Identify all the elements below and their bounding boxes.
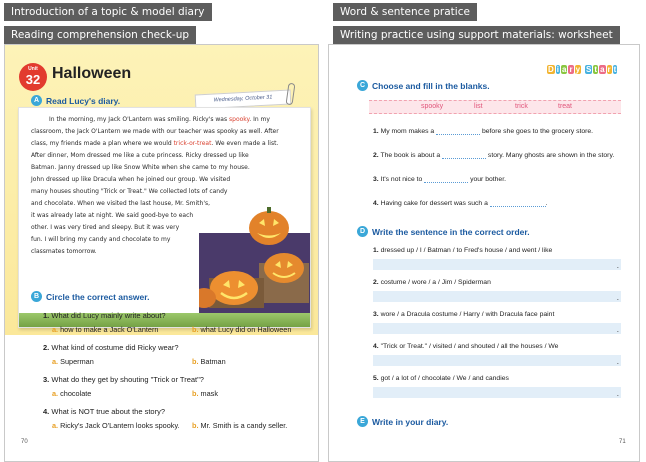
- period-mark: .: [616, 389, 619, 398]
- option-letter: b.: [192, 357, 199, 366]
- section-d-title: Write the sentence in the correct order.: [372, 227, 530, 237]
- option-text: mask: [200, 389, 218, 398]
- diary-text: class, my friends made a plan where we would: [31, 140, 174, 147]
- question-text: The book is about a: [380, 152, 441, 159]
- logo-letter: S: [586, 65, 592, 74]
- diary-line: [31, 128, 279, 135]
- question-text: It's not nice to: [380, 176, 423, 183]
- option-letter: b.: [192, 325, 199, 334]
- tag-writing-practice: Writing practice using support materials: worksheet: [333, 26, 620, 44]
- period-mark: .: [616, 325, 619, 334]
- logo-letter: a: [600, 65, 605, 74]
- option-text: Superman: [60, 357, 94, 366]
- question-text: What do they get by shouting "Trick or Treat"?: [51, 375, 204, 384]
- diary-line: [31, 224, 179, 231]
- order-question-5: [373, 375, 509, 382]
- option-letter: a.: [52, 421, 59, 430]
- diary-logo: [547, 65, 618, 74]
- diary-text: other. I was very tired and sleepy. But it was very: [31, 224, 180, 231]
- order-question-2: [373, 279, 491, 286]
- answer-field[interactable]: [373, 259, 621, 270]
- blank-field[interactable]: [436, 127, 480, 135]
- diary-text: John dressed up like Dracula when he joined our group. We visited: [31, 176, 231, 183]
- word-bank-item: treat: [558, 103, 573, 110]
- diary-line: [49, 116, 270, 123]
- q3-option-a[interactable]: [52, 389, 91, 398]
- word-bank: [369, 100, 621, 114]
- diary-text: classroom, the Jack O'Lantern we made with our teacher was spooky as well. After: [31, 128, 279, 135]
- logo-letter: t: [613, 65, 617, 74]
- fill-question-3: [373, 175, 506, 183]
- option-text: how to make a Jack O'Lantern: [60, 325, 159, 334]
- order-question-3: [373, 311, 554, 318]
- section-c-badge: C: [357, 80, 368, 91]
- diary-text: . We even made a list.: [211, 140, 279, 147]
- diary-text: it was already late at night. We said good-bye to each: [31, 212, 194, 219]
- page-number-left: 70: [21, 439, 28, 445]
- unit-number: 32: [25, 72, 41, 87]
- diary-highlight: spooky: [229, 116, 250, 123]
- diary-line: [31, 176, 230, 183]
- question-text: got / a lot of / chocolate / We / and candies: [380, 375, 509, 382]
- logo-letter: D: [548, 65, 554, 74]
- section-d-badge: D: [357, 226, 368, 237]
- logo-letter: r: [569, 65, 573, 74]
- option-text: Mr. Smith is a candy seller.: [200, 421, 288, 430]
- logo-letter: t: [594, 65, 598, 74]
- answer-field[interactable]: [373, 291, 621, 302]
- question-1: [43, 311, 166, 320]
- unit-badge: [19, 63, 47, 91]
- question-number: 4.: [373, 343, 379, 350]
- logo-letter: i: [556, 65, 560, 74]
- question-text: costume / wore / a / Jim / Spiderman: [380, 279, 491, 286]
- question-number: 2.: [373, 279, 379, 286]
- section-e-title: Write in your diary.: [372, 417, 449, 427]
- section-b-badge: B: [31, 291, 42, 302]
- fill-question-1: [373, 127, 593, 135]
- question-number: 3.: [43, 375, 50, 384]
- option-text: Batman: [200, 357, 226, 366]
- option-text: Ricky's Jack O'Lantern looks spooky.: [60, 421, 180, 430]
- section-c-title: Choose and fill in the blanks.: [372, 81, 490, 91]
- question-text: dressed up / I / Batman / to Fred's house / and went / like: [380, 247, 553, 254]
- diary-text: classmates tomorrow.: [31, 248, 97, 255]
- question-number: 5.: [373, 375, 379, 382]
- section-a-title: Read Lucy's diary.: [46, 96, 121, 106]
- question-number: 1.: [43, 311, 50, 320]
- answer-field[interactable]: [373, 355, 621, 366]
- right-page: [328, 44, 640, 462]
- question-text: Having cake for dessert was such a: [380, 200, 488, 207]
- question-number: 4.: [43, 407, 50, 416]
- page-number-right: 71: [619, 439, 626, 445]
- q4-option-a[interactable]: [52, 421, 180, 430]
- unit-label: Unit: [28, 66, 38, 72]
- tag-word-practice: Word & sentence pratice: [333, 3, 477, 21]
- diary-line: [31, 164, 250, 171]
- answer-field[interactable]: [373, 323, 621, 334]
- option-letter: a.: [52, 325, 59, 334]
- question-text: What is NOT true about the story?: [51, 407, 166, 416]
- order-question-4: [373, 343, 558, 350]
- left-page: [4, 44, 319, 462]
- option-letter: b.: [192, 389, 199, 398]
- question-number: 3.: [373, 176, 379, 183]
- question-number: 2.: [43, 343, 50, 352]
- diary-line: [31, 152, 249, 159]
- diary-line: [31, 236, 170, 243]
- question-text: story. Many ghosts are shown in the story.: [487, 152, 615, 159]
- q3-option-b[interactable]: [192, 389, 218, 398]
- q2-option-b[interactable]: [192, 357, 226, 366]
- lesson-title: Halloween: [52, 65, 132, 82]
- word-bank-item: spooky: [421, 103, 444, 110]
- tag-topic-intro: Introduction of a topic & model diary: [4, 3, 212, 21]
- fill-question-2: [373, 151, 614, 159]
- word-bank-item: list: [474, 103, 483, 110]
- option-letter: a.: [52, 389, 59, 398]
- question-2: [43, 343, 179, 352]
- section-b-title: Circle the correct answer.: [46, 292, 150, 302]
- diary-highlight: trick-or-treat: [173, 140, 212, 147]
- question-text: What kind of costume did Ricky wear?: [51, 343, 179, 352]
- question-text: My mom makes a: [380, 128, 435, 135]
- question-number: 3.: [373, 311, 379, 318]
- diary-text: many houses shouting "Trick or Treat." We collected lots of candy: [31, 188, 228, 195]
- answer-field[interactable]: [373, 387, 621, 398]
- question-number: 4.: [373, 200, 379, 207]
- diary-date: Wednesday, October 31: [195, 89, 292, 109]
- blank-field[interactable]: [490, 199, 546, 207]
- diary-line: [31, 212, 193, 219]
- period-mark: .: [616, 357, 619, 366]
- diary-text: In the morning, my Jack O'Lantern was smiling. Ricky's was: [49, 116, 230, 123]
- period-mark: .: [616, 261, 619, 270]
- diary-text: Batman. Janny dressed up like Snow White when she came to my house.: [31, 164, 250, 171]
- question-text: .: [545, 200, 548, 207]
- logo-letter: y: [575, 65, 581, 74]
- diary-text: fun. I will bring my candy and chocolate to my: [31, 236, 171, 243]
- diary-text: After dinner, Mom dressed me like a cute princess. Ricky dressed up like: [31, 152, 249, 159]
- q1-option-a[interactable]: [52, 325, 158, 334]
- question-text: "Trick or Treat." / visited / and shouted / all the houses / We: [380, 343, 559, 350]
- question-3: [43, 375, 204, 384]
- tag-reading-check: Reading comprehension check-up: [4, 26, 196, 44]
- question-number: 1.: [373, 247, 379, 254]
- logo-letter: r: [607, 65, 611, 74]
- diary-line: [31, 248, 97, 255]
- q1-option-b[interactable]: [192, 325, 291, 334]
- fill-question-4: [373, 199, 548, 207]
- order-question-1: [373, 247, 552, 254]
- period-mark: .: [616, 293, 619, 302]
- option-letter: a.: [52, 357, 59, 366]
- diary-text: . In my: [249, 116, 270, 123]
- option-text: chocolate: [60, 389, 92, 398]
- option-text: what Lucy did on Halloween: [200, 325, 292, 334]
- pumpkins-illustration: [199, 193, 311, 313]
- word-bank-item: trick: [515, 103, 528, 110]
- q4-option-b[interactable]: [192, 421, 287, 430]
- section-a-badge: A: [31, 95, 42, 106]
- question-4: [43, 407, 165, 416]
- blank-field[interactable]: [442, 151, 486, 159]
- option-letter: b.: [192, 421, 199, 430]
- question-text: before she goes to the grocery store.: [481, 128, 594, 135]
- diary-text: and chocolate. When we visited the last house, Mr. Smith's,: [31, 200, 211, 207]
- logo-letter: a: [562, 65, 567, 74]
- question-number: 1.: [373, 128, 379, 135]
- question-number: 2.: [373, 152, 379, 159]
- diary-line: [31, 200, 210, 207]
- blank-field[interactable]: [424, 175, 468, 183]
- diary-line: [31, 188, 227, 195]
- diary-line: [31, 140, 278, 147]
- question-text: What did Lucy mainly write about?: [51, 311, 166, 320]
- question-text: wore / a Dracula costume / Harry / with Dracula face paint: [380, 311, 555, 318]
- q2-option-a[interactable]: [52, 357, 94, 366]
- question-text: your bother.: [470, 176, 506, 183]
- section-e-badge: E: [357, 416, 368, 427]
